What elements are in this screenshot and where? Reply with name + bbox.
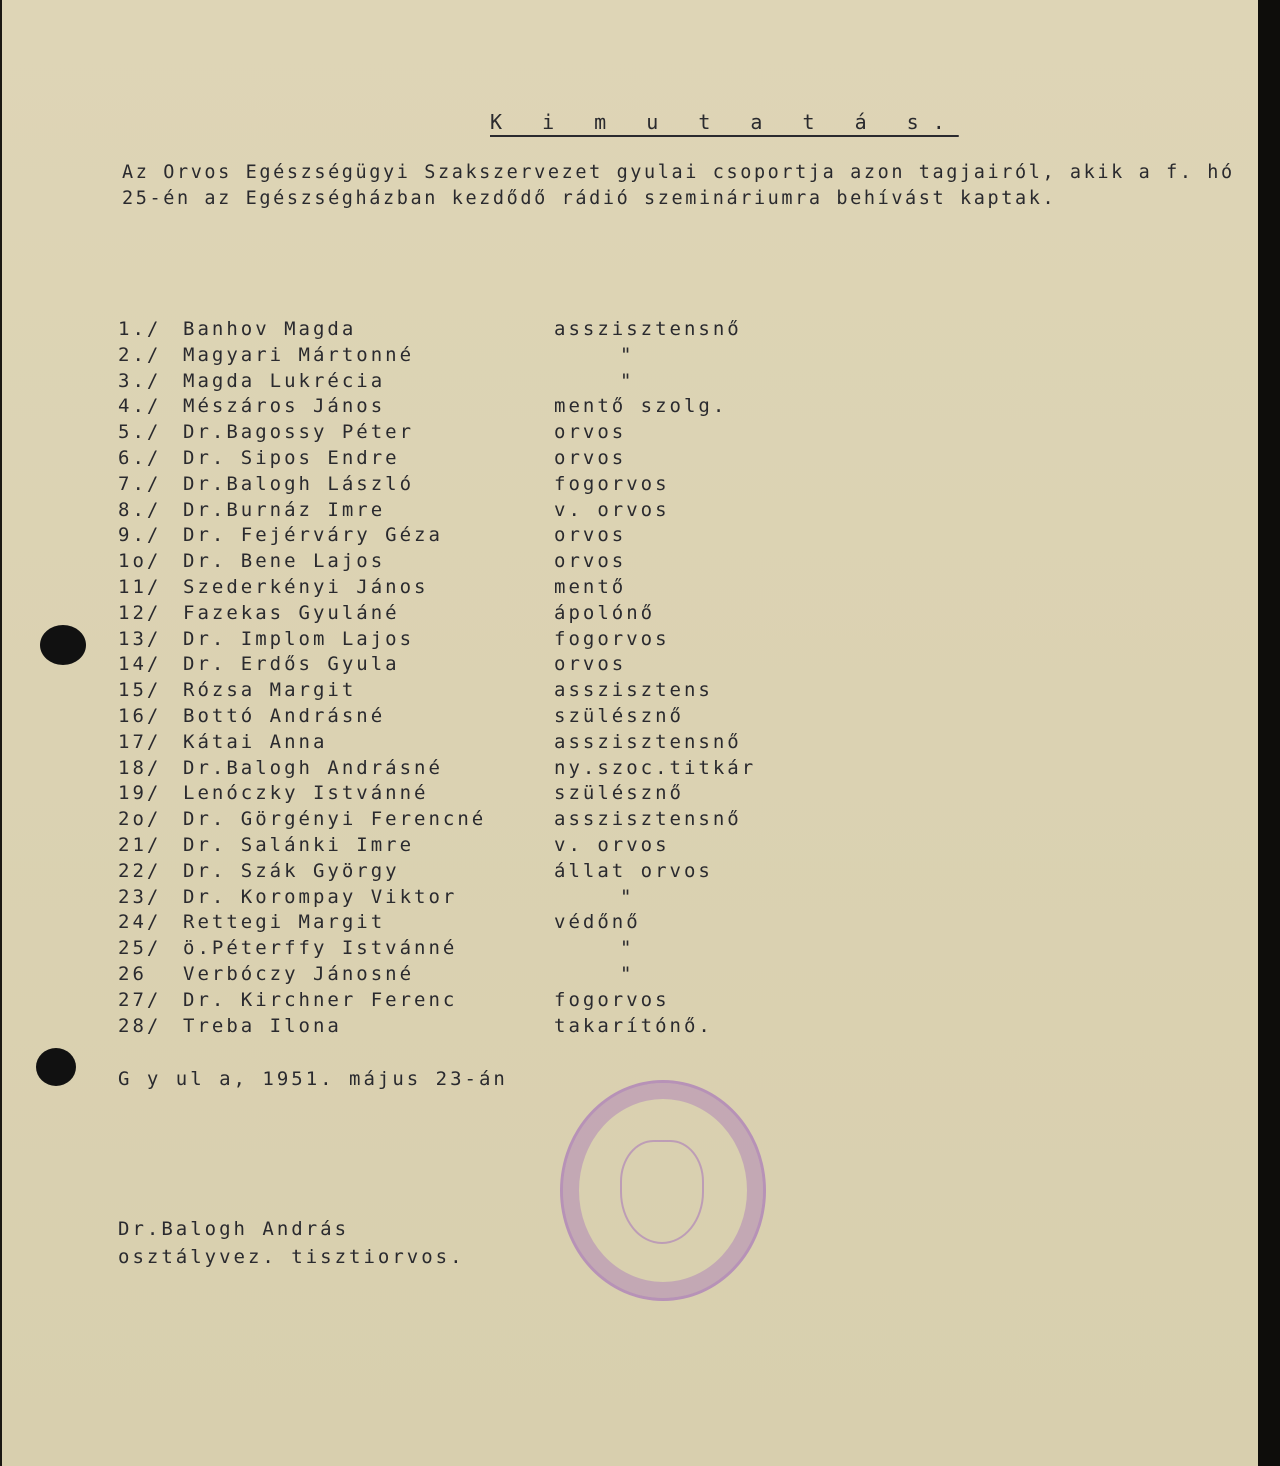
member-name: Kátai Anna xyxy=(183,730,328,753)
list-item xyxy=(118,911,818,936)
item-number: 27/ xyxy=(118,988,162,1011)
item-number: 24/ xyxy=(118,911,162,934)
list-item xyxy=(118,653,818,678)
member-role: asszisztensnő xyxy=(554,730,742,753)
item-number: 22/ xyxy=(118,859,162,882)
item-number: 18/ xyxy=(118,756,162,779)
member-role: védőnő xyxy=(554,911,641,934)
list-item xyxy=(118,576,818,601)
member-role: orvos xyxy=(554,421,627,444)
item-number: 14/ xyxy=(118,653,162,676)
member-role: fogorvos xyxy=(554,472,670,495)
member-name: Dr. Sipos Endre xyxy=(183,447,400,469)
stamp-emblem xyxy=(620,1140,704,1244)
item-number: 12/ xyxy=(118,601,162,624)
member-role: " xyxy=(620,937,635,960)
member-name: Dr. Bene Lajos xyxy=(183,550,386,573)
list-item xyxy=(118,524,818,549)
member-role: asszisztensnő xyxy=(554,318,742,340)
member-role: ny.szoc.titkár xyxy=(554,756,757,779)
list-item xyxy=(118,602,818,627)
list-item xyxy=(118,628,818,653)
member-name: Dr. Kirchner Ferenc xyxy=(183,988,458,1011)
member-name: Dr. Erdős Gyula xyxy=(183,653,400,676)
item-number: 26 xyxy=(118,963,147,985)
list-item xyxy=(118,395,818,420)
member-role: " xyxy=(620,343,635,366)
list-item xyxy=(118,808,818,833)
member-name: Lenóczky Istvánné xyxy=(183,782,429,805)
list-item xyxy=(118,989,818,1014)
list-item xyxy=(118,370,818,395)
item-number: 15/ xyxy=(118,679,162,702)
member-name: Dr. Implom Lajos xyxy=(183,627,415,650)
item-number: 17/ xyxy=(118,730,162,753)
member-role: fogorvos xyxy=(554,627,670,650)
member-role: " xyxy=(620,369,635,392)
list-item xyxy=(118,782,818,807)
member-role: fogorvos xyxy=(554,988,670,1011)
list-item xyxy=(118,344,818,369)
item-number: 6./ xyxy=(118,447,162,469)
member-role: állat orvos xyxy=(554,859,713,882)
signature-name: Dr.Balogh András xyxy=(118,1218,350,1240)
item-number: 2o/ xyxy=(118,808,162,831)
member-role: ápolónő xyxy=(554,601,656,624)
item-number: 16/ xyxy=(118,705,162,727)
member-role: v. orvos xyxy=(554,834,670,856)
list-item xyxy=(118,886,818,911)
member-role: orvos xyxy=(554,447,627,469)
list-item xyxy=(118,447,818,472)
item-number: 7./ xyxy=(118,472,162,495)
item-number: 21/ xyxy=(118,834,162,856)
member-role: takarítónő. xyxy=(554,1014,713,1037)
member-name: Mészáros János xyxy=(183,395,386,418)
member-name: Bottó Andrásné xyxy=(183,705,386,727)
member-role: asszisztens xyxy=(554,679,713,702)
member-name: Dr. Görgényi Ferencné xyxy=(183,808,487,831)
member-role: asszisztensnő xyxy=(554,808,742,831)
member-name: Dr. Salánki Imre xyxy=(183,834,415,856)
ink-blot xyxy=(40,625,86,665)
list-item xyxy=(118,550,818,575)
ink-blot xyxy=(36,1048,76,1086)
item-number: 9./ xyxy=(118,524,162,547)
intro-paragraph: Az Orvos Egészségügyi Szakszervezet gyulai csoportja azon tagjairól, akik a f. hó 25-én az Egészségházban kezdődő rádió szemináriumra behívást kaptak. xyxy=(122,162,1235,209)
member-role: mentő xyxy=(554,576,627,598)
member-name: Treba Ilona xyxy=(183,1014,342,1037)
list-item xyxy=(118,834,818,859)
item-number: 8./ xyxy=(118,498,162,521)
member-name: Fazekas Gyuláné xyxy=(183,601,400,624)
document-title: K i m u t a t á s. xyxy=(490,110,959,134)
list-item xyxy=(118,963,818,988)
item-number: 23/ xyxy=(118,885,162,908)
member-role: " xyxy=(620,963,635,985)
date-line: G y ul a, 1951. május 23-án xyxy=(118,1068,508,1090)
list-item xyxy=(118,860,818,885)
member-role: mentő szolg. xyxy=(554,395,728,418)
list-item xyxy=(118,937,818,962)
member-name: Dr. Szák György xyxy=(183,859,400,882)
member-name: Dr. Korompay Viktor xyxy=(183,885,458,908)
member-name: Rózsa Margit xyxy=(183,679,357,702)
signature-title: osztályvez. tisztiorvos. xyxy=(118,1246,465,1268)
member-name: Dr.Balogh Andrásné xyxy=(183,756,443,779)
member-role: v. orvos xyxy=(554,498,670,521)
member-role: " xyxy=(620,885,635,908)
item-number: 1o/ xyxy=(118,550,162,573)
member-role: szülésznő xyxy=(554,705,684,727)
item-number: 3./ xyxy=(118,369,162,392)
list-item xyxy=(118,731,818,756)
member-name: Dr.Bagossy Péter xyxy=(183,421,415,444)
item-number: 2./ xyxy=(118,343,162,366)
item-number: 28/ xyxy=(118,1014,162,1037)
member-name: Dr. Fejérváry Géza xyxy=(183,524,443,547)
member-name: ö.Péterffy Istvánné xyxy=(183,937,458,960)
member-role: orvos xyxy=(554,524,627,547)
member-name: Rettegi Margit xyxy=(183,911,386,934)
list-item xyxy=(118,421,818,446)
item-number: 4./ xyxy=(118,395,162,418)
list-item xyxy=(118,473,818,498)
member-name: Dr.Burnáz Imre xyxy=(183,498,386,521)
member-name: Magda Lukrécia xyxy=(183,369,386,392)
member-name: Szederkényi János xyxy=(183,576,429,598)
member-name: Banhov Magda xyxy=(183,318,357,340)
list-item xyxy=(118,499,818,524)
list-item xyxy=(118,318,818,343)
list-item xyxy=(118,757,818,782)
list-item xyxy=(118,1015,818,1040)
list-item xyxy=(118,705,818,730)
item-number: 25/ xyxy=(118,937,162,960)
item-number: 5./ xyxy=(118,421,162,444)
member-name: Magyari Mártonné xyxy=(183,343,415,366)
list-item xyxy=(118,679,818,704)
item-number: 19/ xyxy=(118,782,162,805)
member-role: orvos xyxy=(554,550,627,573)
member-name: Verbóczy Jánosné xyxy=(183,963,415,985)
item-number: 13/ xyxy=(118,627,162,650)
item-number: 1./ xyxy=(118,318,162,340)
scan-edge xyxy=(1258,0,1280,1466)
member-name: Dr.Balogh László xyxy=(183,472,415,495)
item-number: 11/ xyxy=(118,576,162,598)
member-role: orvos xyxy=(554,653,627,676)
member-role: szülésznő xyxy=(554,782,684,805)
